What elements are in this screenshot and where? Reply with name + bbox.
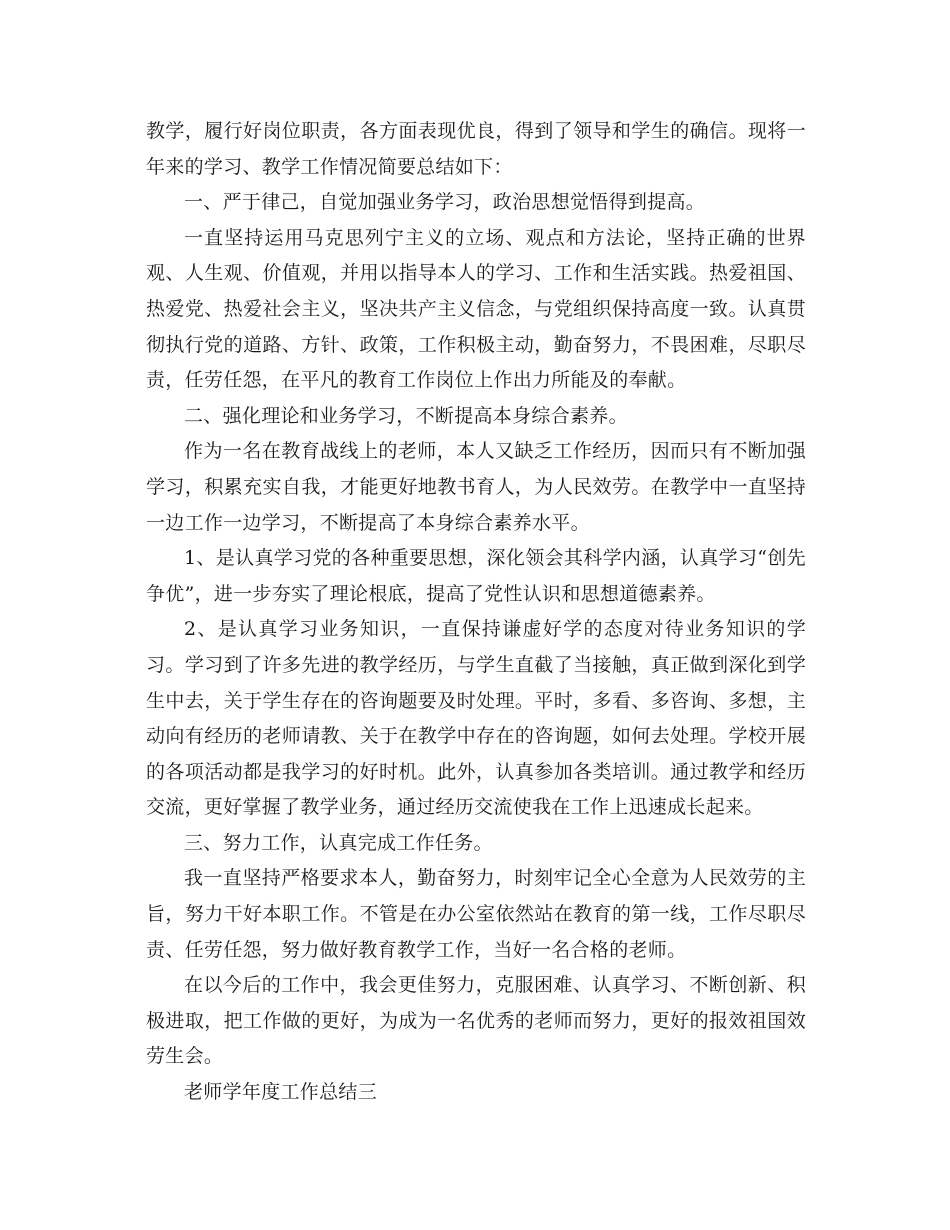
- paragraph-work-duties: 我一直坚持严格要求本人，勤奋努力，时刻牢记全心全意为人民效劳的主旨，努力干好本职工作。不管是在办公室依然站在教育的第一线，工作尽职尽责、任劳任怨，努力做好教育教学工作，当好一名合格的老师。: [146, 867, 806, 961]
- section-heading-3: 三、努力工作，认真完成工作任务。: [184, 831, 493, 854]
- paragraph-study-item-2: 2、是认真学习业务知识，一直保持谦虚好学的态度对待业务知识的学习。学习到了许多先进的教学经历，与学生直截了当接触，真正做到深化到学生中去，关于学生存在的咨询题要及时处理。平时，多看、多咨询、多想，主动向有经历的老师请教、关于在教学中存在的咨询题，如何去处理。学校开展的各项活动都是我学习的好时机。此外，认真参加各类培训。通过教学和经历交流，更好掌握了教学业务，通过经历交流使我在工作上迅速成长起来。: [146, 618, 806, 819]
- paragraph-intro-continuation: 教学，履行好岗位职责，各方面表现优良，得到了领导和学生的确信。现将一年来的学习、教学工作情况简要总结如下：: [146, 120, 806, 178]
- paragraph-political-thought: 一直坚持运用马克思列宁主义的立场、观点和方法论，坚持正确的世界观、人生观、价值观，并用以指导本人的学习、工作和生活实践。热爱祖国、热爱党、热爱社会主义，坚决共产主义信念，与党组织保持高度一致。认真贯彻执行党的道路、方针、政策，工作积极主动，勤奋努力，不畏困难，尽职尽责，任劳任怨，在平凡的教育工作岗位上作出力所能及的奉献。: [146, 226, 806, 392]
- next-section-title: 老师学年度工作总结三: [184, 1081, 378, 1104]
- paragraph-future-plans: 在以今后的工作中，我会更佳努力，克服困难、认真学习、不断创新、积极进取，把工作做的更好，为成为一名优秀的老师而努力，更好的报效祖国效劳生会。: [146, 974, 806, 1068]
- section-heading-1: 一、严于律己，自觉加强业务学习，政治思想觉悟得到提高。: [184, 191, 706, 214]
- paragraph-study-item-1: 1、是认真学习党的各种重要思想，深化领会其科学内涵，认真学习“创先争优”，进一步夯实了理论根底，提高了党性认识和思想道德素养。: [146, 547, 806, 605]
- section-heading-2: 二、强化理论和业务学习，不断提高本身综合素养。: [184, 404, 628, 427]
- document-body: [146, 114, 806, 1111]
- paragraph-study-intro: 作为一名在教育战线上的老师，本人又缺乏工作经历，因而只有不断加强学习，积累充实自我，才能更好地教书育人，为人民效劳。在教学中一直坚持一边工作一边学习，不断提高了本身综合素养水平。: [146, 440, 806, 534]
